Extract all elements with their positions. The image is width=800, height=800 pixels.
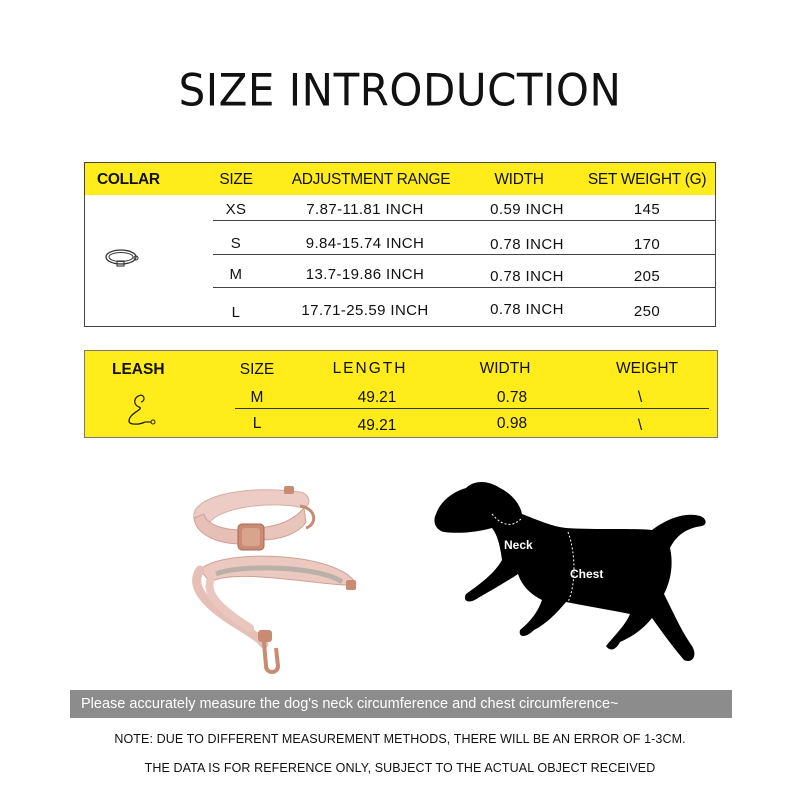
measurement-banner: Please accurately measure the dog's neck circumference and chest circumference~ [70,690,732,718]
collar-weight: 250 [633,303,661,320]
collar-row-s [85,229,715,261]
collar-row-l [85,295,715,327]
collar-weight: 170 [633,236,661,253]
leash-weight: \ [637,389,643,406]
chest-label: Chest [570,567,604,581]
collar-range: 9.84-15.74 INCH [305,235,425,252]
collar-table-header [85,163,715,195]
leash-width: 0.98 [496,415,528,432]
collar-size-table [84,162,716,327]
collar-row-xs [85,195,715,227]
collar-size: L [231,304,241,321]
collar-weight: 145 [633,201,661,218]
collar-label: COLLAR [97,171,160,188]
leash-length: 49.21 [357,389,397,406]
leash-header-length: LENGTH [332,360,408,377]
leash-header-weight: WEIGHT [616,360,678,377]
collar-width: 0.78 INCH [490,301,564,318]
collar-width: 0.78 INCH [490,268,564,285]
leash-icon [121,391,161,431]
leash-label: LEASH [112,361,165,378]
collar-header-set-weight: SET WEIGHT (G) [587,171,707,188]
reference-note: THE DATA IS FOR REFERENCE ONLY, SUBJECT TO THE ACTUAL OBJECT RECEIVED [144,761,656,775]
leash-size-table [84,350,718,438]
collar-width: 0.78 INCH [490,236,564,253]
leash-width: 0.78 [496,389,528,406]
collar-weight: 205 [633,268,661,285]
leash-header-width: WIDTH [479,360,531,377]
collar-header-size: SIZE [219,171,253,188]
leash-weight: \ [637,417,643,434]
collar-range: 13.7-19.86 INCH [305,266,425,283]
collar-header-adjustment-range: ADJUSTMENT RANGE [291,171,451,188]
collar-and-leash-product-image [180,478,370,678]
collar-size: S [230,235,242,252]
collar-header-width: WIDTH [494,171,544,188]
leash-header-size: SIZE [239,361,275,378]
collar-width: 0.59 INCH [490,201,564,218]
collar-size: XS [225,201,247,218]
neck-label: Neck [504,538,533,552]
measurement-note: NOTE: DUE TO DIFFERENT MEASUREMENT METHODS, THERE WILL BE AN ERROR OF 1-3CM. [114,732,686,746]
page-title: SIZE INTRODUCTION [178,64,622,117]
collar-size: M [229,266,243,283]
leash-length: 49.21 [357,417,397,434]
collar-range: 17.71-25.59 INCH [301,302,429,319]
collar-range: 7.87-11.81 INCH [306,201,424,218]
leash-size: L [252,415,262,432]
collar-row-m [85,261,715,293]
leash-size: M [250,389,264,406]
